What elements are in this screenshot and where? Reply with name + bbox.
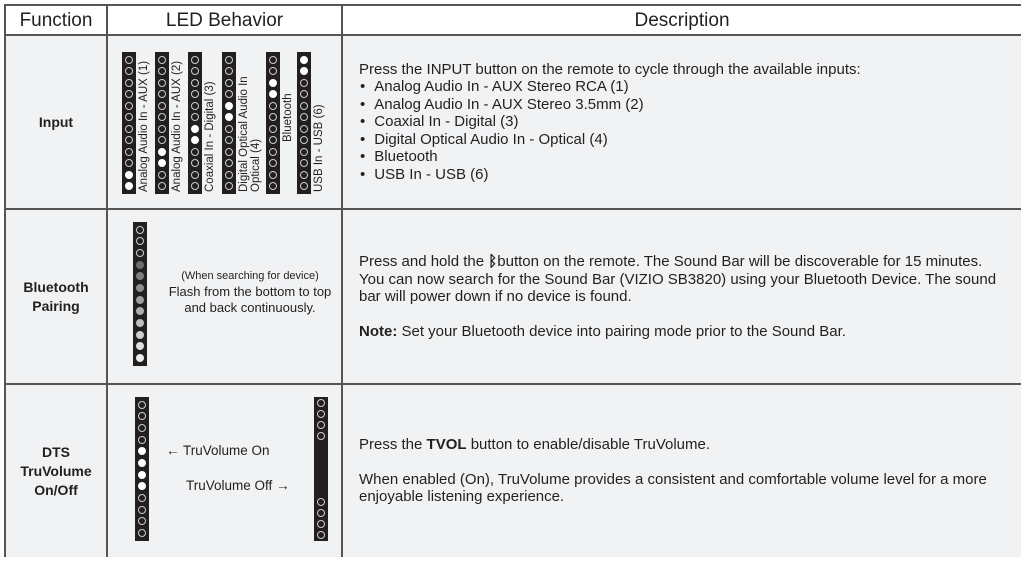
input-label: Analog Audio In - AUX (2) [171,60,183,192]
led-strip [266,52,280,194]
led-light [269,136,277,144]
led-light [191,125,199,133]
list-item: • Digital Optical Audio In - Optical (4) [359,131,1021,149]
note-label: Note: [359,322,398,340]
function-input: Input [6,36,108,210]
input-label: Analog Audio In - AUX (1) [138,60,150,192]
function-truvolume [6,385,108,557]
text: TruVolume Off [186,478,273,493]
led-light [138,506,146,514]
led-light [125,102,133,110]
led-light [225,113,233,121]
led-light [138,471,146,479]
arrow-right-icon: → [276,478,290,493]
led-strip [188,52,202,194]
led-light [225,102,233,110]
led-light [269,171,277,179]
led-light [158,67,166,75]
text: TruVolume On [183,443,270,458]
led-light [136,237,144,245]
led-light [269,56,277,64]
text: button on the remote. The Sound Bar will be discoverable for 15 minutes. You can now search for the Sound Bar (VIZIO SB3820) using your Bluetooth Device. The sound bar will power down if no device is found. [359,253,997,305]
truvolume-on-label [166,443,270,458]
input-label: Coaxial In - Digital (3) [204,81,216,192]
led-light [136,354,144,362]
header-description: Description [343,6,1021,36]
led-light [125,79,133,87]
header-led-behavior: LED Behavior [108,6,343,36]
led-light [138,401,146,409]
led-light [300,56,308,64]
led-light [158,148,166,156]
bluetooth-icon: ᛒ [488,253,498,270]
bt-paragraph [359,253,1001,306]
led-light [136,284,144,292]
led-light [125,159,133,167]
led-light [138,447,146,455]
led-light [191,79,199,87]
led-light [158,182,166,190]
list-item: • USB In - USB (6) [359,166,1021,184]
text: TVOL [426,436,467,454]
tv-paragraph-2: When enabled (On), TruVolume provides a consistent and comfortable volume level for a more enjoyable listening experience. [359,470,987,506]
input-intro: Press the INPUT button on the remote to cycle through the available inputs: [359,60,861,78]
led-light [317,410,325,418]
led-light [158,79,166,87]
led-light [191,136,199,144]
led-light [269,102,277,110]
led-light [138,482,146,490]
led-light [158,113,166,121]
led-light [225,159,233,167]
bt-note [359,323,1001,341]
description-bluetooth-pairing [343,210,1021,385]
list-item: • Analog Audio In - AUX Stereo 3.5mm (2) [359,96,1021,114]
led-light [136,249,144,257]
description-truvolume [343,385,1021,557]
tv-paragraph-1 [359,436,1001,454]
led-light [225,56,233,64]
led-light [300,79,308,87]
led-strip [155,52,169,194]
led-light [136,342,144,350]
led-light [300,90,308,98]
led-light [138,424,146,432]
led-light [125,90,133,98]
function-label: DTS TruVolume On/Off [20,443,92,498]
led-light [125,148,133,156]
led-light [138,459,146,467]
led-light [300,171,308,179]
led-truvolume [108,385,343,557]
led-light [317,531,325,539]
led-light [300,136,308,144]
led-light [158,125,166,133]
led-light [225,90,233,98]
led-light [300,67,308,75]
led-light [138,517,146,525]
led-light [300,102,308,110]
led-light [158,136,166,144]
led-light [158,159,166,167]
led-light [300,125,308,133]
led-group [317,399,325,440]
led-light [138,412,146,420]
led-light [317,399,325,407]
led-light [191,56,199,64]
led-light [225,67,233,75]
led-strip [222,52,236,194]
led-light [269,148,277,156]
led-light [136,226,144,234]
led-light [136,272,144,280]
function-bluetooth-pairing [6,210,108,385]
led-light [300,148,308,156]
led-light [317,509,325,517]
led-light [138,494,146,502]
led-light [317,421,325,429]
led-light [136,331,144,339]
input-label: Digital Optical Audio In Optical (4) [238,76,262,192]
led-light [191,113,199,121]
led-light [225,136,233,144]
list-item: • Coaxial In - Digital (3) [359,113,1021,131]
led-light [225,182,233,190]
led-light [125,171,133,179]
led-light [225,171,233,179]
led-strip [297,52,311,194]
led-light [125,182,133,190]
led-light [158,56,166,64]
led-light [269,182,277,190]
led-strip [122,52,136,194]
led-light [317,520,325,528]
led-light [269,159,277,167]
led-light [125,113,133,121]
led-light [317,432,325,440]
led-light [269,79,277,87]
list-item: • Bluetooth [359,148,1021,166]
led-light [225,79,233,87]
led-light [138,529,146,537]
led-light [136,319,144,327]
led-light [300,159,308,167]
led-note-small: (When searching for device) [181,270,319,282]
led-light [191,90,199,98]
led-light [317,498,325,506]
led-light [136,296,144,304]
led-note-text: Flash from the bottom to top and back continuously. [168,284,332,315]
led-light [136,307,144,315]
led-light [225,125,233,133]
led-light [158,171,166,179]
led-behavior-table [4,4,1021,557]
led-light [158,90,166,98]
led-group [317,498,325,539]
header-function: Function [6,6,108,36]
led-light [191,102,199,110]
input-label: USB In - USB (6) [313,104,325,192]
led-light [138,436,146,444]
led-light [300,113,308,121]
led-light [136,261,144,269]
description-input [343,36,1021,210]
led-light [269,67,277,75]
led-light [158,102,166,110]
led-light [300,182,308,190]
led-light [125,67,133,75]
led-strip-off [314,397,328,541]
led-light [191,148,199,156]
input-label: Bluetooth [282,93,294,142]
led-light [269,113,277,121]
function-label: Bluetooth Pairing [23,278,89,314]
text: button to enable/disable TruVolume. [466,436,711,454]
led-light [269,90,277,98]
led-light [269,125,277,133]
led-light [191,159,199,167]
led-bluetooth-pairing [108,210,343,385]
led-light [125,125,133,133]
text: Press the [359,436,427,454]
led-strip [133,222,147,366]
led-light [191,67,199,75]
list-item: • Analog Audio In - AUX Stereo RCA (1) [359,78,1021,96]
text: Press and hold the [359,253,485,270]
input-list [359,78,1021,183]
led-strip-on [135,397,149,541]
led-light [125,56,133,64]
led-input [108,36,343,210]
arrow-left-icon: ← [166,443,180,458]
led-note [160,268,340,316]
note-text: Set your Bluetooth device into pairing mode prior to the Sound Bar. [397,322,846,340]
led-light [125,136,133,144]
led-light [191,171,199,179]
led-light [191,182,199,190]
truvolume-off-label [186,478,290,493]
led-light [225,148,233,156]
